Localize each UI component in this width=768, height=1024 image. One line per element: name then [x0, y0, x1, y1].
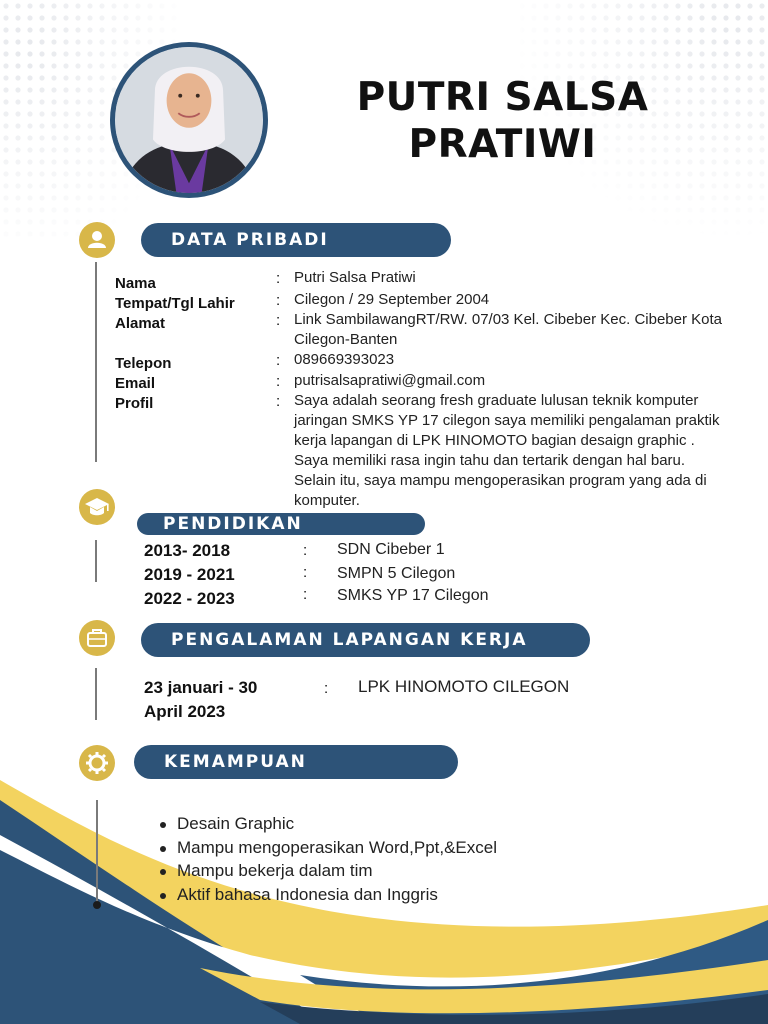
value-email[interactable]: putrisalsapratiwi@gmail.com: [294, 372, 486, 389]
section-header-kemampuan: KEMAMPUAN: [134, 745, 458, 779]
education-years: 2019 - 2021: [144, 565, 235, 584]
name-line-1: PUTRI SALSA: [356, 75, 649, 120]
education-years: 2022 - 2023: [144, 589, 235, 608]
section-header-pendidikan: PENDIDIKAN: [137, 513, 425, 535]
colon: :: [303, 586, 308, 603]
timeline-line-personal: [95, 262, 97, 462]
person-icon: [79, 222, 115, 258]
profil-line: jaringan SMKS YP 17 cilegon saya memiliki pengalaman praktik: [294, 412, 720, 429]
experience-date-line-2: April 2023: [144, 702, 226, 721]
education-school: SDN Cibeber 1: [337, 541, 445, 558]
colon: :: [324, 680, 329, 697]
profil-line: Selain itu, saya mampu mengoperasikan program yang ada di: [294, 472, 707, 489]
profil-line: komputer.: [294, 492, 360, 509]
colon: :: [276, 312, 281, 329]
profil-line: kerja lapangan di LPK HINOMOTO bagian desaign graphic .: [294, 432, 695, 449]
colon: :: [276, 373, 281, 390]
timeline-line-experience: [95, 668, 97, 720]
value-nama: Putri Salsa Pratiwi: [294, 269, 416, 286]
gear-icon: [79, 745, 115, 781]
colon: :: [276, 292, 281, 309]
profil-line: Saya adalah seorang fresh graduate lulusan teknik komputer: [294, 392, 699, 409]
skill-item: Mampu mengoperasikan Word,Ppt,&Excel: [158, 836, 497, 860]
label-telepon: Telepon: [115, 355, 172, 372]
label-alamat: Alamat: [115, 315, 166, 332]
experience-date-line-1: 23 januari - 30: [144, 678, 258, 697]
value-telepon: 089669393023: [294, 351, 395, 368]
value-alamat-line-1: Link SambilawangRT/RW. 07/03 Kel. Cibeber Kec. Cibeber Kota: [294, 311, 723, 328]
label-nama: Nama: [115, 275, 156, 292]
education-years: 2013- 2018: [144, 541, 231, 560]
education-school: SMPN 5 Cilegon: [337, 565, 456, 582]
value-ttl: Cilegon / 29 September 2004: [294, 291, 490, 308]
timeline-line-education: [95, 540, 97, 582]
name-line-2: PRATIWI: [408, 122, 597, 167]
photo-face: [167, 73, 212, 128]
skill-item: Mampu bekerja dalam tim: [158, 859, 497, 883]
colon: :: [276, 393, 281, 410]
label-ttl: Tempat/Tgl Lahir: [115, 295, 235, 312]
skills-list: [158, 812, 497, 906]
colon: :: [276, 352, 281, 369]
graduation-cap-icon: [79, 489, 115, 525]
colon: :: [303, 564, 308, 581]
colon: :: [276, 270, 281, 287]
profil-line: Saya memiliki rasa ingin tahu dan tertarik dengan hal baru.: [294, 452, 686, 469]
briefcase-icon: [79, 620, 115, 656]
section-header-pengalaman: PENGALAMAN LAPANGAN KERJA: [141, 623, 590, 657]
value-alamat-line-2: Cilegon-Banten: [294, 331, 398, 348]
label-profil: Profil: [115, 395, 154, 412]
experience-date: [144, 676, 294, 724]
value-profil: [294, 391, 768, 511]
skill-item: Desain Graphic: [158, 812, 497, 836]
person-name-heading: [330, 74, 675, 168]
colon: :: [303, 542, 308, 559]
label-email: Email: [115, 375, 156, 392]
skill-item: Aktif bahasa Indonesia dan Inggris: [158, 883, 497, 907]
experience-place: LPK HINOMOTO CILEGON: [358, 677, 570, 696]
timeline-line-skills: [96, 800, 98, 904]
profile-photo: [110, 42, 268, 198]
education-school: SMKS YP 17 Cilegon: [337, 587, 489, 604]
timeline-end-dot: [93, 901, 101, 909]
section-header-data-pribadi: DATA PRIBADI: [141, 223, 451, 257]
